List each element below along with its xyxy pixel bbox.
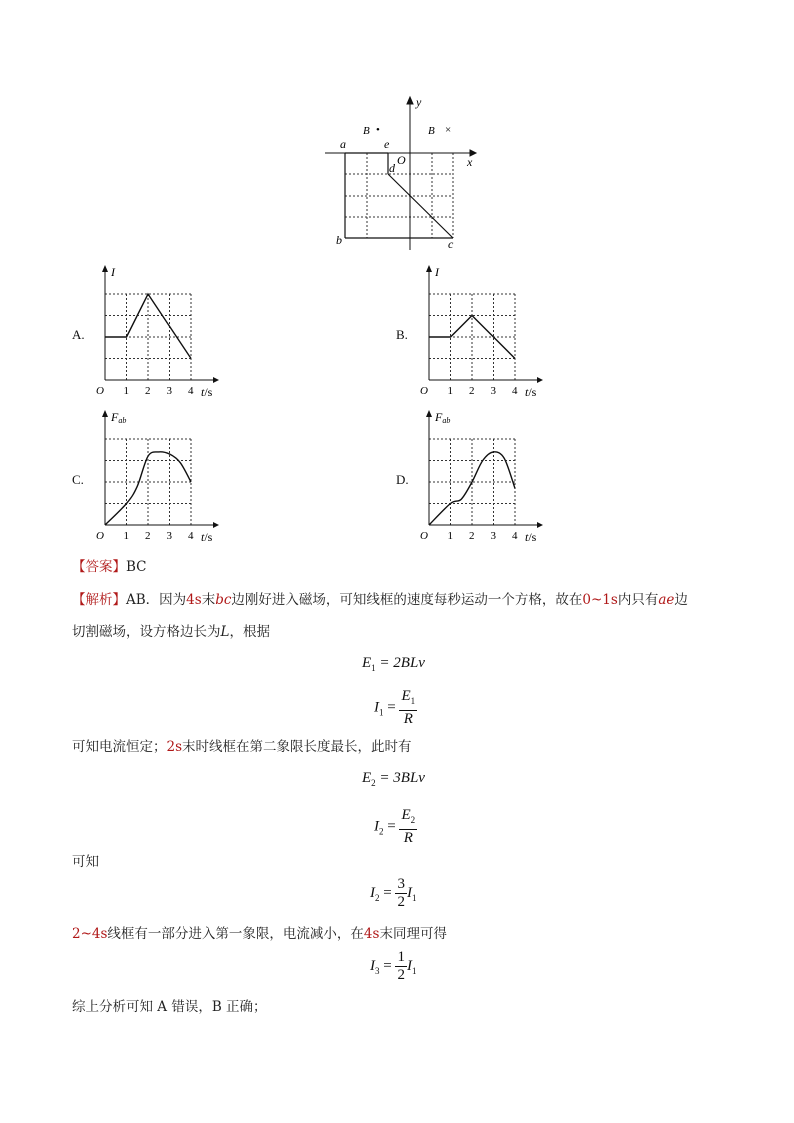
analysis-time: 2~4s [72, 926, 108, 942]
equation-e1 [362, 655, 425, 673]
option-a-letter: A. [72, 327, 85, 342]
x-axis-label: t/s [525, 385, 537, 399]
x-axis-arrow-icon [537, 377, 543, 383]
analysis-line-5 [72, 921, 447, 947]
analysis-text: 可知电流恒定； [72, 739, 167, 755]
option-b-letter: B. [396, 327, 408, 342]
x-tick-label: 2 [145, 530, 151, 542]
option-a-chart [92, 262, 222, 404]
x-tick-label: 4 [512, 530, 518, 542]
x-tick-label: 1 [447, 385, 453, 397]
eq-sign: = [387, 818, 396, 835]
analysis-time: 2s [166, 739, 183, 755]
eq-symbol: E [362, 770, 372, 786]
eq-num: E [401, 688, 411, 704]
equation-i3 [370, 949, 416, 984]
analysis-tag: 【解析】 [72, 592, 126, 608]
analysis-text: 综上分析可知 A 错误，B 正确； [72, 999, 267, 1015]
analysis-line-4 [72, 849, 99, 875]
eq-rhs: = 3BLv [379, 770, 425, 786]
origin-label: O [96, 385, 104, 397]
origin-label: O [420, 530, 428, 542]
eq-symbol: I [374, 818, 379, 835]
answer-tag: 【答案】 [72, 559, 126, 575]
x-tick-label: 2 [469, 385, 475, 397]
y-axis-label: I [111, 265, 115, 279]
analysis-text: 切割磁场，设方格边长为 [72, 624, 221, 640]
y-axis-arrow-icon [426, 410, 432, 417]
x-axis-arrow-icon [537, 522, 543, 528]
y-axis-label: y [416, 95, 422, 109]
eq-sub: 1 [411, 965, 417, 976]
vertex-c-label: c [448, 237, 454, 251]
answer-line [72, 554, 147, 580]
x-tick-label: 1 [123, 530, 129, 542]
eq-den: 2 [397, 967, 405, 983]
analysis-line-2 [72, 619, 270, 645]
x-tick-label: 3 [490, 530, 496, 542]
eq-fraction [399, 807, 417, 847]
origin-label: O [397, 153, 406, 167]
eq-num: 3 [397, 876, 405, 892]
analysis-line-3 [72, 734, 412, 760]
option-c-letter: C. [72, 472, 84, 487]
x-tick-label: 4 [188, 385, 194, 397]
eq-symbol: I [370, 884, 375, 901]
eq-den: R [403, 830, 413, 846]
eq-symbol: I [406, 957, 412, 974]
vertex-e-label: e [384, 137, 390, 151]
equation-i2 [374, 807, 417, 847]
x-tick-label: 1 [123, 385, 129, 397]
main-figure [320, 92, 480, 252]
analysis-edge: ae [658, 592, 675, 608]
eq-symbol: I [374, 699, 379, 716]
option-d-letter: D. [396, 472, 409, 487]
analysis-line-1 [72, 587, 732, 613]
eq-rhs: = 2BLv [379, 655, 425, 671]
eq-sub: 2 [410, 815, 416, 825]
analysis-var: L [220, 624, 230, 640]
eq-fraction [399, 688, 417, 728]
eq-fraction [395, 876, 407, 911]
y-axis-arrow-icon [102, 410, 108, 417]
option-d-chart [416, 407, 546, 549]
analysis-time: 4s [186, 592, 202, 608]
eq-num: 1 [397, 949, 405, 965]
analysis-time: 0~1s [582, 592, 618, 608]
eq-fraction [395, 949, 407, 984]
eq-sub: 1 [410, 696, 416, 706]
option-b-chart [416, 262, 546, 404]
analysis-conclusion [72, 994, 267, 1020]
option-c-chart [92, 407, 222, 549]
eq-den: 2 [397, 894, 405, 910]
analysis-text: ，根据 [229, 624, 270, 640]
x-tick-label: 2 [145, 385, 151, 397]
vertex-b-label: b [336, 233, 342, 247]
analysis-text: AB．因为 [126, 592, 187, 608]
eq-sub: 1 [371, 663, 376, 673]
origin-label: O [420, 385, 428, 397]
eq-num: E [401, 807, 411, 823]
eq-sub: 2 [375, 892, 380, 903]
x-tick-label: 4 [512, 385, 518, 397]
analysis-text: 末时线框在第二象限长度最长，此时有 [182, 739, 412, 755]
x-tick-label: 1 [447, 530, 453, 542]
x-tick-label: 2 [469, 530, 475, 542]
analysis-text: 内只有 [617, 592, 659, 608]
eq-sub: 3 [375, 965, 380, 976]
x-axis-label: x [467, 155, 473, 169]
x-tick-label: 3 [166, 530, 172, 542]
eq-symbol: E [362, 655, 372, 671]
eq-symbol: I [370, 957, 375, 974]
vertex-d-label: d [389, 161, 395, 175]
eq-sub: 2 [379, 826, 384, 837]
analysis-text: 边 [674, 592, 688, 608]
x-axis-label: t/s [201, 530, 213, 544]
analysis-text: 线框有一部分进入第一象限，电流减小，在 [107, 926, 364, 942]
x-tick-label: 3 [490, 385, 496, 397]
analysis-text: 可知 [72, 854, 99, 870]
field-left-label: B [363, 125, 370, 137]
y-axis-label: I [435, 265, 439, 279]
field-right-label: B [428, 125, 435, 137]
eq-sub: 1 [411, 892, 417, 903]
x-axis-label: t/s [525, 530, 537, 544]
x-axis-label: t/s [201, 385, 213, 399]
x-tick-label: 4 [188, 530, 194, 542]
analysis-text: 末 [201, 592, 216, 608]
eq-sub: 1 [379, 707, 384, 718]
analysis-edge: bc [215, 592, 232, 608]
equation-i1 [374, 688, 417, 728]
eq-sub: 2 [371, 778, 376, 788]
eq-sign: = [383, 957, 392, 974]
origin-label: O [96, 530, 104, 542]
y-axis-label: Fab [435, 410, 451, 425]
analysis-time: 4s [363, 926, 380, 942]
analysis-text: 末同理可得 [379, 926, 447, 942]
y-axis-label: Fab [111, 410, 127, 425]
x-axis-arrow-icon [213, 377, 219, 383]
answer-value: BC [126, 559, 147, 575]
y-axis-arrow-icon [426, 265, 432, 272]
equation-e2 [362, 770, 425, 788]
x-axis-arrow-icon [213, 522, 219, 528]
eq-den: R [403, 711, 413, 727]
eq-sign: = [387, 699, 396, 716]
vertex-a-label: a [340, 137, 346, 151]
equation-i2-ratio [370, 876, 416, 911]
eq-sign: = [383, 884, 392, 901]
field-cross-icon: × [445, 124, 452, 136]
eq-symbol: I [406, 884, 412, 901]
x-tick-label: 3 [166, 385, 172, 397]
analysis-text: 边刚好进入磁场，可知线框的速度每秒运动一个方格，故在 [231, 592, 583, 608]
y-axis-arrow-icon [102, 265, 108, 272]
field-dot-icon: • [376, 124, 380, 136]
